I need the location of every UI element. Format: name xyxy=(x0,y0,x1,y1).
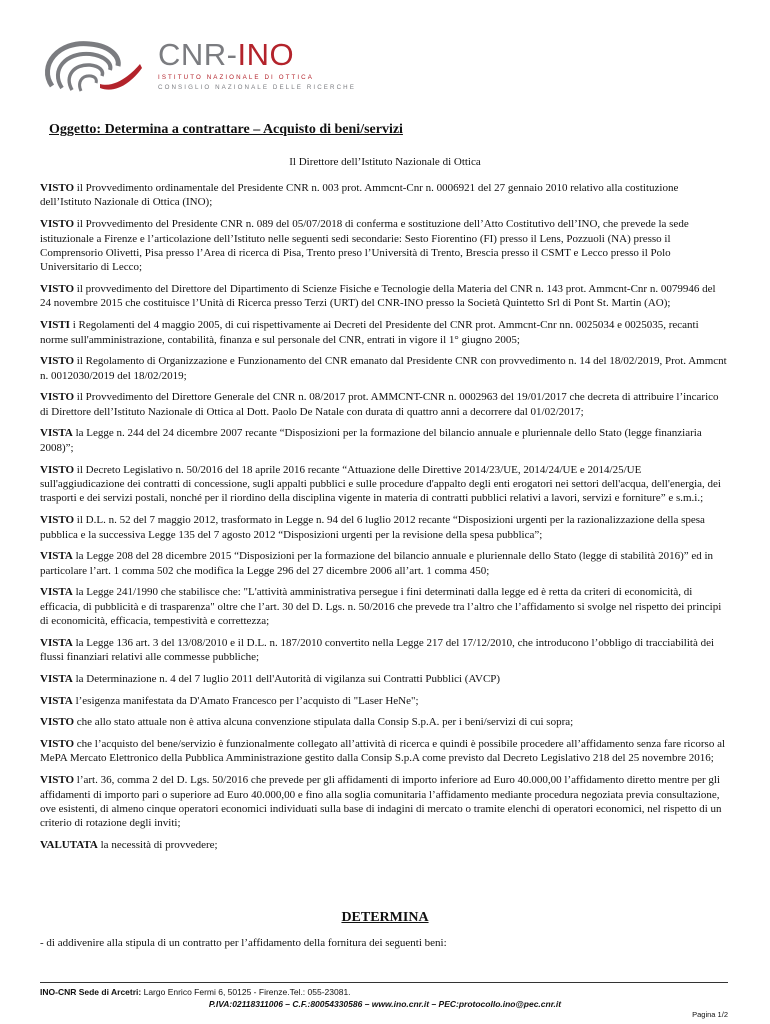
recital-lead: VISTA xyxy=(40,550,73,563)
recital-lead: VISTA xyxy=(40,636,73,649)
logo-council-name: CONSIGLIO NAZIONALE DELLE RICERCHE xyxy=(158,84,356,91)
recital-text: l’art. 36, comma 2 del D. Lgs. 50/2016 che prevede per gli affidamenti di importo inferiore ad Euro 40.000,00 l’affidamento diretto mentre per gli affidamenti di importo pari o superiore ad Euro 40.000,00 e fino alla soglia comunitaria l’affidamento mediante procedura negoziata previa consultazione, ove esistenti, di almeno cinque operatori economici individuati sulla base di indagini di mercato o tramite elenchi di operatori economici, nel rispetto di un criterio di rotazione degli inviti; xyxy=(40,774,722,830)
recital-lead: VISTA xyxy=(40,427,73,440)
recitals-list xyxy=(40,181,728,860)
recital-lead: VISTA xyxy=(40,694,73,707)
recital-paragraph xyxy=(40,737,728,766)
footer-contacts: P.IVA:02118311006 – C.F.:80054330586 – www.ino.cnr.it – PEC:protocollo.ino@pec.cnr.it xyxy=(208,999,562,1009)
logo-wordmark xyxy=(158,38,356,72)
recital-lead: VISTO xyxy=(40,182,75,194)
recital-paragraph xyxy=(40,838,728,852)
recital-lead: VISTO xyxy=(40,716,75,729)
recital-text: la Legge 208 del 28 dicembre 2015 “Disposizioni per la formazione del bilancio annuale e pluriennale dello Stato (legge di stabilità 2016)” ed in particolare l’art. 1 comma 502 che modifica la Legge 296 del 27 dicembre 2006 all’art. 1 comma 450; xyxy=(40,550,714,577)
recital-text: il D.L. n. 52 del 7 maggio 2012, trasformato in Legge n. 94 del 6 luglio 2012 recante “Disposizioni urgenti per la razionalizzazione della spesa pubblica e la successiva Legge 135 del 7 agosto 2012 “Disposizioni urgenti per la revisione della spesa pubblica”; xyxy=(40,514,705,541)
recital-text: la Legge 241/1990 che stabilisce che: "L'attività amministrativa persegue i fini determinati dalla legge ed è retta da criteri di economicità, di efficacia, di pubblicità e di trasparenza" oltre che l’art. 30 del D. Lgs. n. 50/2016 che prevede tra l’altro che l’affidamento si svolge nel rispetto dei principi di economicità, efficacia, tempestività e correttezza; xyxy=(40,586,722,628)
recital-text: il Decreto Legislativo n. 50/2016 del 18 aprile 2016 recante “Attuazione delle Direttive 2014/23/UE, 2014/24/UE e 2014/25/UE sull'aggiudicazione dei contratti di concessione, sugli appalti pubblici e sulle procedure d'appalto degli enti erogatori nei settori dell'acqua, dell'energia, dei trasporti e dei servizi postali, nonché per il riordino della disciplina vigente in materia di contratti pubblici relativi a lavori, servizi e forniture” e s.m.i.; xyxy=(40,463,721,505)
recital-paragraph xyxy=(40,181,728,210)
recital-text: il Regolamento di Organizzazione e Funzionamento del CNR emanato dal Presidente CNR con provvedimento n. 14 del 18/02/2019, Prot. Ammcnt n. 0012030/2019 del 18/02/2019; xyxy=(40,355,727,382)
recital-paragraph xyxy=(40,636,728,665)
recital-paragraph xyxy=(40,715,728,729)
logo-institute-name: ISTITUTO NAZIONALE DI OTTICA xyxy=(158,74,314,81)
recital-text: il Provvedimento del Presidente CNR n. 089 del 05/07/2018 di conferma e sostituzione dell’Atto Costitutivo dell’INO, che prevede la sede istituzionale a Firenze e l’articolazione dell’Istituto nelle seguenti sedi secondarie: Sesto Fiorentino (FI) presso il Lens, Pozzuoli (NA) presso il Comprensorio Olivetti, Pisa presso l’Area di ricerca di Pisa, Trento preso l’Università di Trento, Brescia presso il CSMT e Lecco presso il Polo Universitario di Lecco; xyxy=(40,218,689,274)
recital-text: il Provvedimento ordinamentale del Presidente CNR n. 003 prot. Ammcnt-Cnr n. 0006921 del 27 gennaio 2010 relativo alla costituzione dell’Istituto Nazionale di Ottica (INO); xyxy=(40,182,679,209)
recital-lead: VISTA xyxy=(40,586,73,599)
recital-lead: VISTO xyxy=(40,391,75,404)
logo-cnr-text: CNR- xyxy=(158,37,238,72)
recital-lead: VISTA xyxy=(40,672,73,685)
page-number: Pagina 1/2 xyxy=(692,1010,728,1019)
logo-ino-text: INO xyxy=(237,37,295,72)
recital-paragraph xyxy=(40,463,728,506)
recital-paragraph xyxy=(40,354,728,383)
recital-paragraph xyxy=(40,585,728,628)
recital-text: i Regolamenti del 4 maggio 2005, di cui rispettivamente ai Decreti del Presidente del CNR prot. Ammcnt-Cnr nn. 0025034 e 0025035, recanti norme sull'amministrazione, contabilità, finanza e sul personale del CNR, entrati in vigore il 1° giugno 2005; xyxy=(40,319,699,346)
director-line: Il Direttore dell’Istituto Nazionale di Ottica xyxy=(289,156,481,168)
recital-lead: VISTO xyxy=(40,463,75,476)
recital-text: che l’acquisto del bene/servizio è funzionalmente collegato all’attività di ricerca e quindi è possibile procedere all’affidamento senza fare ricorso al MePA Mercato Elettronico della Pubblica Amministrazione gestito dalla Consip S.p.A come previsto dal Decreto Legislativo 218 del 25 novembre 2016; xyxy=(40,738,726,765)
recital-text: la Determinazione n. 4 del 7 luglio 2011 dell'Autorità di vigilanza sui Contratti Pubblici (AVCP) xyxy=(72,672,501,685)
recital-paragraph xyxy=(40,549,728,578)
recital-text: la Legge n. 244 del 24 dicembre 2007 recante “Disposizioni per la formazione del bilancio annuale e pluriennale dello Stato (legge finanziaria 2008)”; xyxy=(40,427,702,454)
cnr-ino-logo xyxy=(40,37,356,98)
cnr-swirl-logo-icon xyxy=(40,38,152,100)
recital-text: la necessità di provvedere; xyxy=(97,839,218,852)
recital-paragraph xyxy=(40,694,728,708)
recital-lead: VISTO xyxy=(40,514,75,527)
recital-lead: VISTO xyxy=(40,218,75,231)
recital-paragraph xyxy=(40,318,728,347)
recital-text: che allo stato attuale non è attiva alcuna convenzione stipulata dalla Consip S.p.A. per i beni/servizi di cui sopra; xyxy=(74,716,574,729)
recital-paragraph xyxy=(40,390,728,419)
recital-paragraph xyxy=(40,426,728,455)
footer-divider xyxy=(40,982,728,983)
footer-address xyxy=(40,987,351,997)
document-subject: Oggetto: Determina a contrattare – Acquisto di beni/servizi xyxy=(49,122,403,137)
recital-lead: VISTO xyxy=(40,283,75,296)
recital-lead: VALUTATA xyxy=(40,839,98,852)
recital-paragraph xyxy=(40,513,728,542)
recital-lead: VISTO xyxy=(40,774,75,787)
recital-lead: VISTO xyxy=(40,738,75,751)
footer-sede-label: INO-CNR Sede di Arcetri: xyxy=(40,987,142,997)
recital-lead: VISTI xyxy=(40,319,70,332)
recital-text: la Legge 136 art. 3 del 13/08/2010 e il D.L. n. 187/2010 convertito nella Legge 217 del 17/12/2010, che introducono l’obbligo di tracciabilità dei flussi finanziari relativi alle commesse pubbliche; xyxy=(40,636,715,664)
determina-clause: - di addivenire alla stipula di un contratto per l’affidamento della fornitura dei seguenti beni: xyxy=(40,937,447,949)
recital-lead: VISTO xyxy=(40,355,75,368)
recital-text: l’esigenza manifestata da D'Amato Francesco per l’acquisto di "Laser HeNe"; xyxy=(72,694,419,707)
determina-heading: DETERMINA xyxy=(341,910,429,925)
recital-paragraph xyxy=(40,282,728,311)
recital-paragraph xyxy=(40,217,728,275)
footer-address-text: Largo Enrico Fermi 6, 50125 - Firenze.Tel.: 055-23081. xyxy=(141,987,351,997)
recital-paragraph xyxy=(40,672,728,686)
recital-text: il Provvedimento del Direttore Generale del CNR n. 08/2017 prot. AMMCNT-CNR n. 0002963 del 19/01/2017 che decreta di attribuire l’incarico di Direttore dell’Istituto Nazionale di Ottica al Dott. Paolo De Natale con durata di quattro anni a decorrere dal 01/02/2017; xyxy=(40,391,719,418)
recital-paragraph xyxy=(40,773,728,831)
recital-text: il provvedimento del Direttore del Dipartimento di Scienze Fisiche e Tecnologie della Materia del CNR n. 143 prot. Ammcnt-Cnr n. 0079946 del 24 novembre 2015 che costituisce l’Unità di Ricerca presso Terzi (URT) del CNR-INO presso la Società Quintetto Srl di Pont St. Martin (AO); xyxy=(40,283,716,310)
